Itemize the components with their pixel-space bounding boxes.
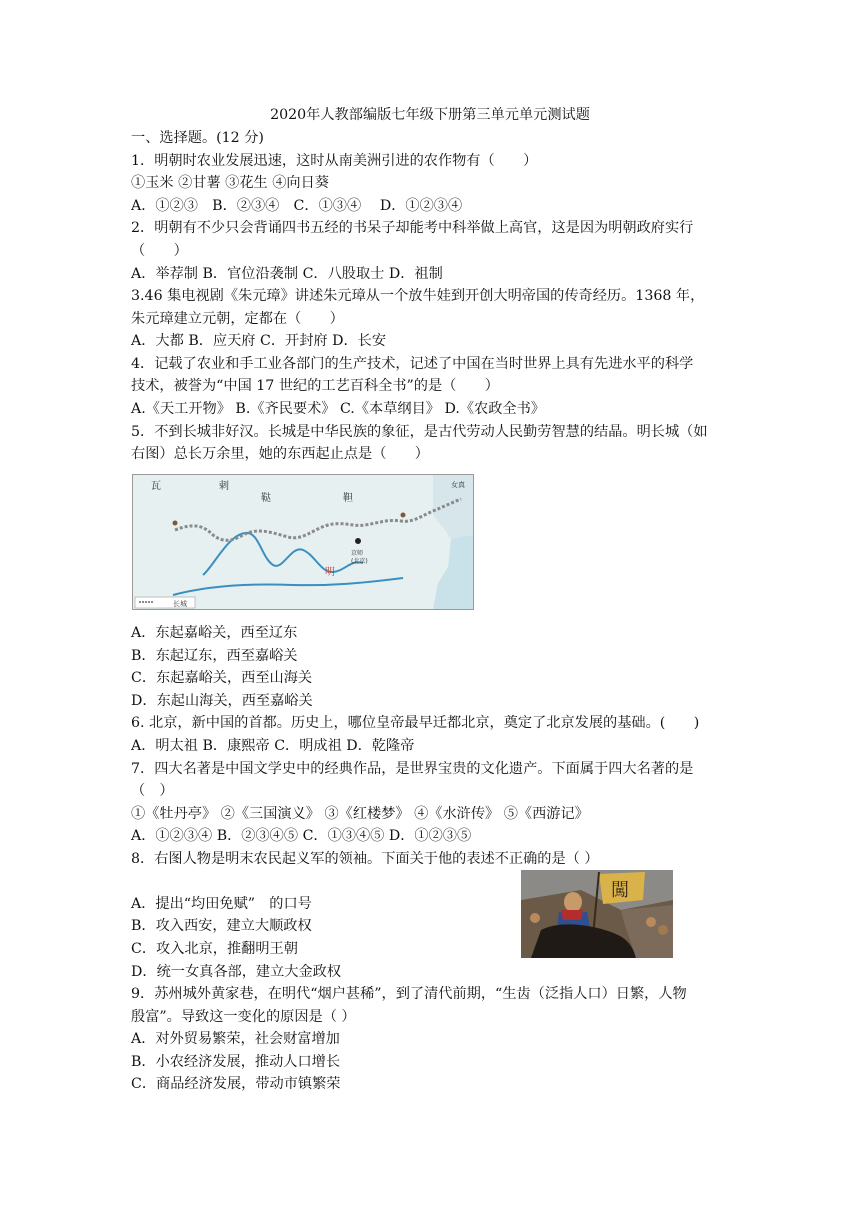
q8-option-b: B．攻入西安，建立大顺政权: [131, 918, 312, 934]
section-heading: 一、选择题。(12 分): [131, 130, 264, 146]
capital-marker: [355, 538, 361, 544]
great-wall-map: [132, 474, 474, 610]
map-label-dan: 靼: [343, 493, 353, 504]
map-legend-label: 长城: [173, 600, 187, 608]
q5-option-a: A．东起嘉峪关，西至辽东: [131, 625, 298, 641]
q2-options: A．举荐制 B．官位沿袭制 C．八股取士 D．祖制: [131, 266, 443, 282]
q8-option-c: C．攻入北京，推翻明王朝: [131, 941, 298, 957]
q4-stem: 4．记载了农业和手工业各部门的生产技术，记述了中国在当时世界上具有先进水平的科学: [131, 356, 694, 372]
q8-option-d: D．统一女真各部，建立大金政权: [131, 964, 342, 980]
q1-items: ①玉米 ②甘薯 ③花生 ④向日葵: [131, 175, 329, 191]
q8-stem: 8．右图人物是明末农民起义军的领袖。下面关于他的表述不正确的是（ ）: [131, 851, 599, 867]
q9-option-a: A．对外贸易繁荣，社会财富增加: [131, 1031, 340, 1047]
q8-option-a: A．提出“均田免赋” 的口号: [131, 896, 312, 912]
q3-options: A．大都 B．应天府 C．开封府 D．长安: [131, 333, 387, 349]
map-label-wa: 瓦: [151, 481, 161, 492]
li-zicheng-painting: [521, 870, 673, 958]
q5-option-d: D．东起山海关，西至嘉峪关: [131, 693, 313, 709]
q3-stem: 3.46 集电视剧《朱元璋》讲述朱元璋从一个放牛娃到开创大明帝国的传奇经历。1368 年，: [131, 288, 705, 304]
q2-stem-cont: （ ）: [131, 243, 188, 259]
map-label-beijing: (北京): [351, 558, 368, 565]
q1-stem: 1．明朝时农业发展迅速，这时从南美洲引进的农作物有（ ）: [131, 153, 538, 169]
map-label-ming: 明: [325, 567, 335, 578]
q9-option-b: B．小农经济发展，推动人口增长: [131, 1054, 341, 1070]
q9-stem: 9．苏州城外黄家巷，在明代“烟户甚稀”，到了清代前期，“生齿（泛指人口）日繁，人物: [131, 986, 687, 1002]
q7-stem: 7．四大名著是中国文学史中的经典作品，是世界宝贵的文化遗产。下面属于四大名著的是: [131, 761, 694, 777]
map-label-jingshi: 京师: [351, 550, 364, 557]
pass-marker-east: [401, 513, 406, 518]
q9-stem-cont: 殷富”。导致这一变化的原因是（ ）: [131, 1009, 356, 1025]
q6-options: A．明太祖 B．康熙帝 C．明成祖 D．乾隆帝: [131, 738, 415, 754]
map-label-la: 剌: [219, 481, 229, 492]
exam-title: 2020年人教部编版七年级下册第三单元单元测试题: [270, 107, 590, 123]
q7-items: ①《牡丹亭》 ②《三国演义》 ③《红楼梦》 ④《水浒传》 ⑤《西游记》: [131, 806, 589, 822]
q5-stem: 5．不到长城非好汉。长城是中华民族的象征，是古代劳动人民勤劳智慧的结晶。明长城（如: [131, 424, 708, 440]
q7-options: A．①②③④ B．②③④⑤ C．①③④⑤ D．①②③⑤: [131, 828, 472, 844]
q4-stem-cont: 技术，被誉为“中国 17 世纪的工艺百科全书”的是（ ）: [131, 378, 499, 394]
pass-marker-west: [173, 521, 178, 526]
q5-option-c: C．东起嘉峪关，西至山海关: [131, 670, 313, 686]
q9-option-c: C．商品经济发展，带动市镇繁荣: [131, 1076, 341, 1092]
q5-option-b: B．东起辽东，西至嘉峪关: [131, 648, 298, 664]
q2-stem: 2．明朝有不少只会背诵四书五经的书呆子却能考中科举做上高官，这是因为明朝政府实行: [131, 220, 694, 236]
q6-stem: 6. 北京，新中国的首都。历史上，哪位皇帝最早迁都北京，奠定了北京发展的基础。( ): [131, 715, 700, 731]
q7-stem-cont: （ ）: [131, 783, 174, 799]
q3-stem-cont: 朱元璋建立元朝，定都在（ ）: [131, 311, 344, 327]
q5-stem-cont: 右图）总长万余里，她的东西起止点是（ ）: [131, 446, 429, 462]
q1-options: A．①②③ B．②③④ C．①③④ D．①②③④: [131, 198, 463, 214]
flag-character: 闖: [611, 880, 629, 901]
q4-options: A.《天工开物》 B.《齐民要术》 C.《本草纲目》 D.《农政全书》: [131, 401, 545, 417]
map-label-da: 鞑: [261, 493, 271, 504]
map-label-nvzhen: 女真: [451, 481, 465, 489]
